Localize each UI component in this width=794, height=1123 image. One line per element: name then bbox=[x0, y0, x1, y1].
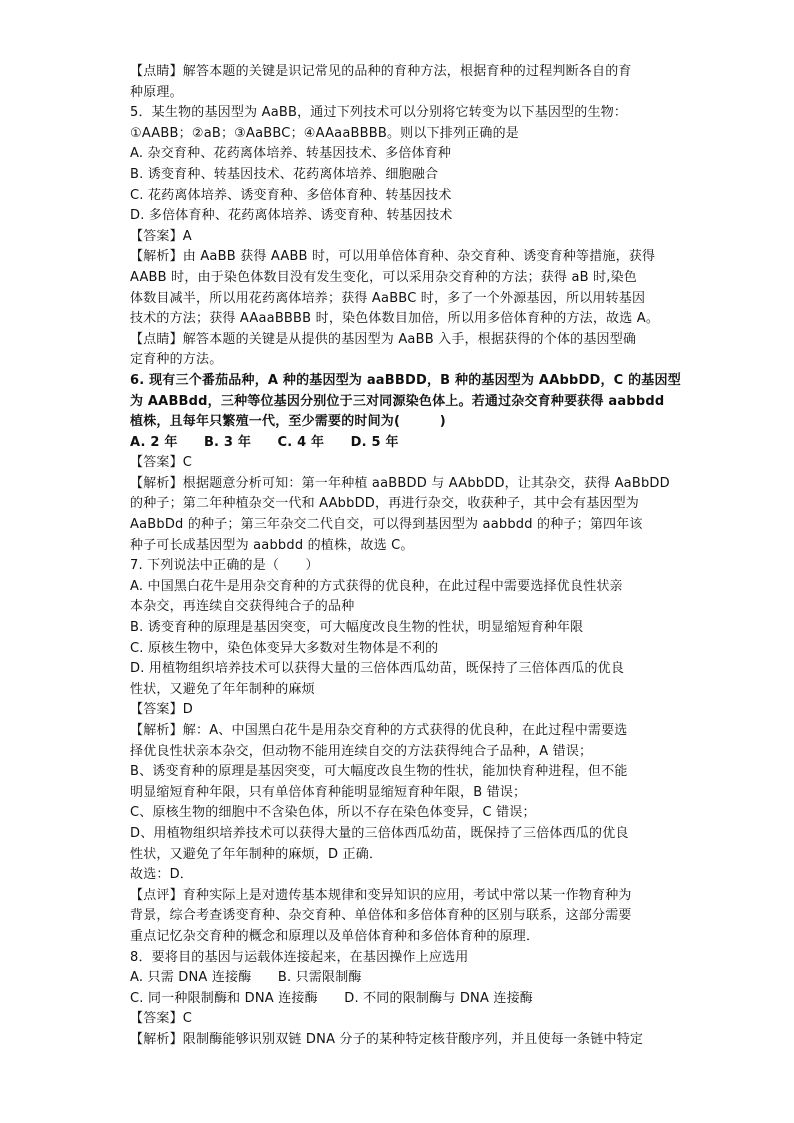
text-line: A. 只需 DNA 连接酶 B. 只需限制酶 bbox=[130, 970, 362, 986]
text-line: A. 中国黑白花牛是用杂交育种的方式获得的优良种，在此过程中需要选择优良性状亲 bbox=[130, 578, 623, 594]
text-line: 【解析】限制酶能够识别双链 DNA 分子的某种特定核苷酸序列，并且使每一条链中特定 bbox=[130, 1031, 644, 1047]
text-line: 性状，又避免了年年制种的麻烦 bbox=[130, 681, 315, 697]
text-line: 背景，综合考查诱变育种、杂交育种、单倍体和多倍体育种的区别与联系，这部分需要 bbox=[130, 908, 632, 924]
text-line: 6. 现有三个番茄品种，A 种的基因型为 aaBBDD，B 种的基因型为 AAbbDD，C 的基因型 bbox=[130, 372, 681, 388]
text-line: B. 诱变育种、转基因技术、花药离体培养、细胞融合 bbox=[130, 166, 439, 182]
text-line: 【解析】根据题意分析可知：第一年种植 aaBBDD 与 AAbbDD，让其杂交，获得 AaBbDD bbox=[130, 475, 670, 491]
text-line: 种子可长成基因型为 aabbdd 的植株，故选 C。 bbox=[130, 537, 414, 553]
text-line: 故选：D． bbox=[130, 867, 194, 883]
text-line: 体数目减半，所以用花药离体培养；获得 AaBBC 时，多了一个外源基因，所以用转基因 bbox=[130, 290, 646, 306]
text-line: 本杂交，再连续自交获得纯合子的品种 bbox=[130, 599, 355, 615]
text-line: 8．要将目的基因与运载体连接起来，在基因操作上应选用 bbox=[130, 949, 469, 965]
text-line: 种原理。 bbox=[130, 84, 183, 100]
text-line: 【答案】D bbox=[130, 702, 194, 718]
text-line: 植株，且每年只繁殖一代，至少需要的时间为( ) bbox=[130, 414, 446, 430]
text-line: D、用植物组织培养技术可以获得大量的三倍体西瓜幼苗，既保持了三倍体西瓜的优良 bbox=[130, 825, 629, 841]
text-line: B. 诱变育种的原理是基因突变，可大幅度改良生物的性状，明显缩短育种年限 bbox=[130, 620, 584, 636]
text-line: 【解析】解：A、中国黑白花牛是用杂交育种的方式获得的优良种，在此过程中需要选 bbox=[130, 723, 628, 738]
text-line: D. 多倍体育种、花药离体培养、诱变育种、转基因技术 bbox=[130, 208, 453, 224]
text-line: 明显缩短育种年限，只有单倍体育种能明显缩短育种年限，B 错误； bbox=[130, 784, 527, 800]
text-line: ①AABB；②aB；③AaBBC；④AAaaBBBB。则以下排列正确的是 bbox=[130, 125, 519, 141]
text-line: 定育种的方法。 bbox=[130, 352, 223, 368]
text-line: 【答案】C bbox=[130, 455, 193, 471]
text-line: 【解析】由 AaBB 获得 AABB 时，可以用单倍体育种、杂交育种、诱变育种等措施，获得 bbox=[130, 249, 656, 265]
text-line: A. 2 年 B. 3 年 C. 4 年 D. 5 年 bbox=[130, 434, 399, 450]
text-line: D. 用植物组织培养技术可以获得大量的三倍体西瓜幼苗，既保持了三倍体西瓜的优良 bbox=[130, 661, 625, 677]
text-line: AaBbDd 的种子；第三年杂交二代自交，可以得到基因型为 aabbdd 的种子；第四年该 bbox=[130, 517, 643, 533]
text-line: 【答案】A bbox=[130, 228, 192, 244]
text-line: A. 杂交育种、花药离体培养、转基因技术、多倍体育种 bbox=[130, 146, 452, 162]
text-line: 【点睛】解答本题的关键是从提供的基因型为 AaBB 入手，根据获得的个体的基因型确 bbox=[130, 331, 637, 347]
text-line: C. 花药离体培养、诱变育种、多倍体育种、转基因技术 bbox=[130, 187, 452, 203]
text-line: 5．某生物的基因型为 AaBB，通过下列技术可以分别将它转变为以下基因型的生物： bbox=[130, 105, 628, 121]
text-line: 技术的方法；获得 AAaaBBBB 时，染色体数目加倍，所以用多倍体育种的方法，故选 A。 bbox=[130, 311, 660, 327]
text-line: 重点记忆杂交育种的概念和原理以及单倍体育种和多倍体育种的原理． bbox=[130, 928, 540, 944]
text-line: 【点评】育种实际上是对遗传基本规律和变异知识的应用，考试中常以某一作物育种为 bbox=[130, 887, 632, 903]
text-line: 的种子；第二年种植杂交一代和 AAbbDD，再进行杂交，收获种子，其中会有基因型为 bbox=[130, 496, 640, 512]
text-line: 7. 下列说法中正确的是（ ） bbox=[130, 558, 319, 574]
text-line: 择优良性状亲本杂交，但动物不能用连续自交的方法获得纯合子品种，A 错误； bbox=[130, 743, 593, 759]
document-page bbox=[130, 62, 681, 1051]
text-line: 性状，又避免了年年制种的麻烦，D 正确． bbox=[130, 846, 383, 862]
text-line: B、诱变育种的原理是基因突变，可大幅度改良生物的性状，能加快育种进程，但不能 bbox=[130, 764, 628, 780]
text-line: 【答案】C bbox=[130, 1011, 193, 1027]
text-line: C. 同一种限制酶和 DNA 连接酶 D. 不同的限制酶与 DNA 连接酶 bbox=[130, 990, 534, 1006]
text-line: 【点睛】解答本题的关键是识记常见的品种的育种方法，根据育种的过程判断各自的育 bbox=[130, 64, 632, 79]
text-line: AABB 时，由于染色体数目没有发生变化，可以采用杂交育种的方法；获得 aB 时,染色 bbox=[130, 269, 637, 285]
text-line: 为 AABBdd，三种等位基因分别位于三对同源染色体上。若通过杂交育种要获得 aabbdd bbox=[130, 393, 665, 409]
text-line: C. 原核生物中，染色体变异大多数对生物体是不利的 bbox=[130, 640, 439, 656]
text-line: C、原核生物的细胞中不含染色体，所以不存在染色体变异，C 错误； bbox=[130, 805, 536, 821]
